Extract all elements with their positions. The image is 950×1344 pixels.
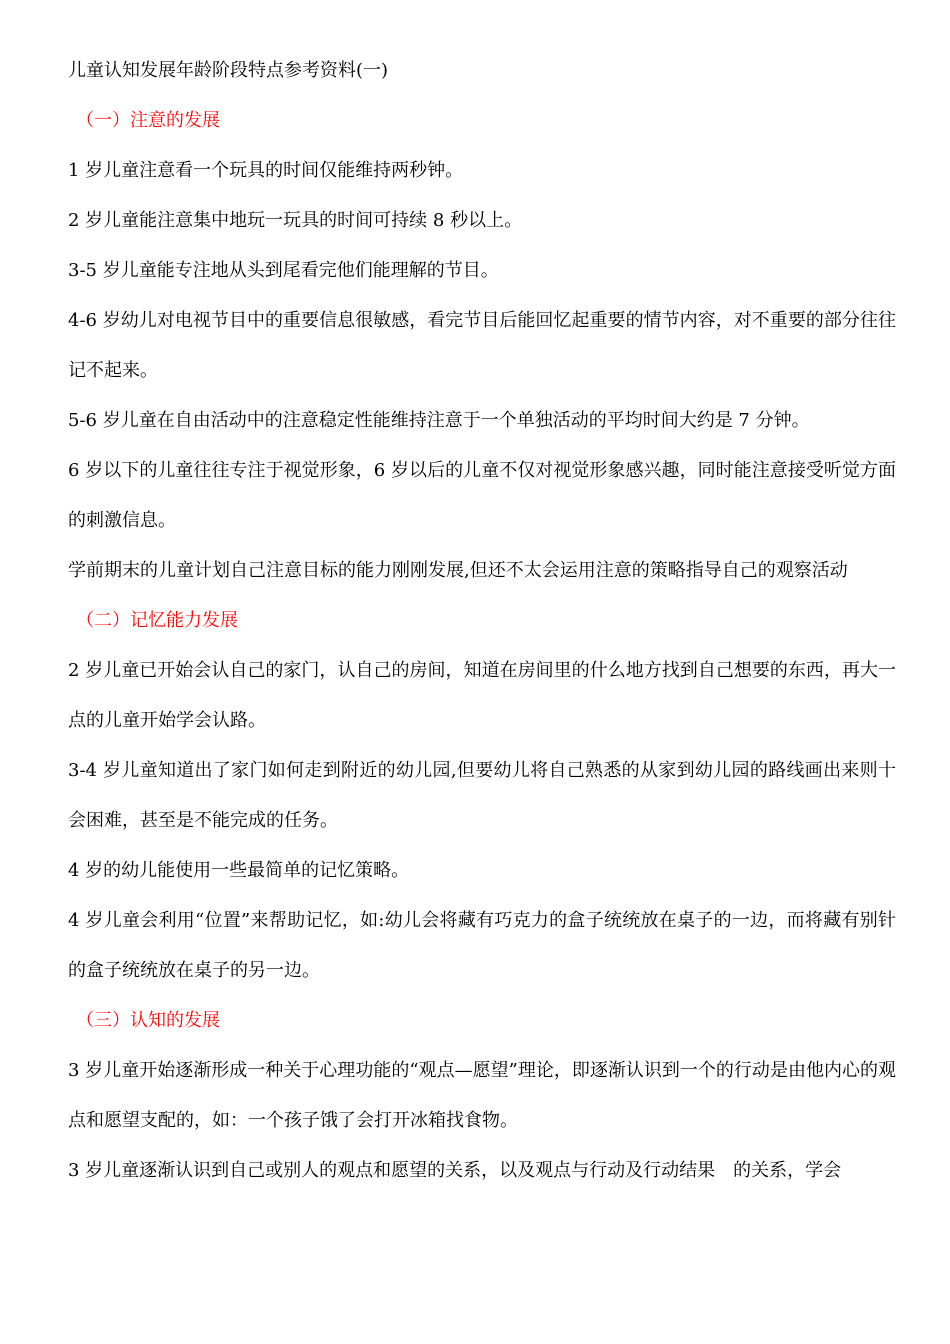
document-title: 儿童认知发展年龄阶段特点参考资料(一) [68, 60, 389, 81]
section-cognition [68, 996, 896, 1196]
paragraph: 2 岁儿童已开始会认自己的家门，认自己的房间，知道在房间里的什么地方找到自己想要的东西，再大一点的儿童开始学会认路。 [68, 660, 896, 731]
paragraph: 学前期末的儿童计划自己注意目标的能力刚刚发展,但还不太会运用注意的策略指导自己的观察活动 [68, 560, 848, 581]
paragraph: 2 岁儿童能注意集中地玩一玩具的时间可持续 8 秒以上。 [68, 210, 523, 231]
paragraph: 3-5 岁儿童能专注地从头到尾看完他们能理解的节目。 [68, 260, 499, 281]
document-page [68, 46, 896, 1196]
paragraph: 3 岁儿童逐渐认识到自己或别人的观点和愿望的关系，以及观点与行动及行动结果 的关系，学会 [68, 1160, 842, 1181]
paragraph: 4 岁儿童会利用“位置”来帮助记忆，如:幼儿会将藏有巧克力的盒子统统放在桌子的一边，而将藏有别针的盒子统统放在桌子的另一边。 [68, 910, 896, 981]
section-heading: （一）注意的发展 [76, 110, 220, 131]
paragraph: 6 岁以下的儿童往往专注于视觉形象，6 岁以后的儿童不仅对视觉形象感兴趣，同时能注意接受听觉方面的刺激信息。 [68, 460, 896, 531]
section-heading: （三）认知的发展 [76, 1010, 220, 1031]
section-heading: （二）记忆能力发展 [76, 610, 238, 631]
paragraph: 4 岁的幼儿能使用一些最简单的记忆策略。 [68, 860, 410, 881]
paragraph: 1 岁儿童注意看一个玩具的时间仅能维持两秒钟。 [68, 160, 464, 181]
section-memory [68, 596, 896, 996]
paragraph: 5-6 岁儿童在自由活动中的注意稳定性能维持注意于一个单独活动的平均时间大约是 7 分钟。 [68, 410, 810, 431]
paragraph: 4-6 岁幼儿对电视节目中的重要信息很敏感，看完节目后能回忆起重要的情节内容，对不重要的部分往往记不起来。 [68, 310, 896, 381]
paragraph: 3-4 岁儿童知道出了家门如何走到附近的幼儿园,但要幼儿将自己熟悉的从家到幼儿园的路线画出来则十会困难，甚至是不能完成的任务。 [68, 760, 896, 831]
paragraph: 3 岁儿童开始逐渐形成一种关于心理功能的“观点—愿望”理论，即逐渐认识到一个的行动是由他内心的观点和愿望支配的，如：一个孩子饿了会打开冰箱找食物。 [68, 1060, 896, 1131]
section-attention [68, 96, 896, 596]
